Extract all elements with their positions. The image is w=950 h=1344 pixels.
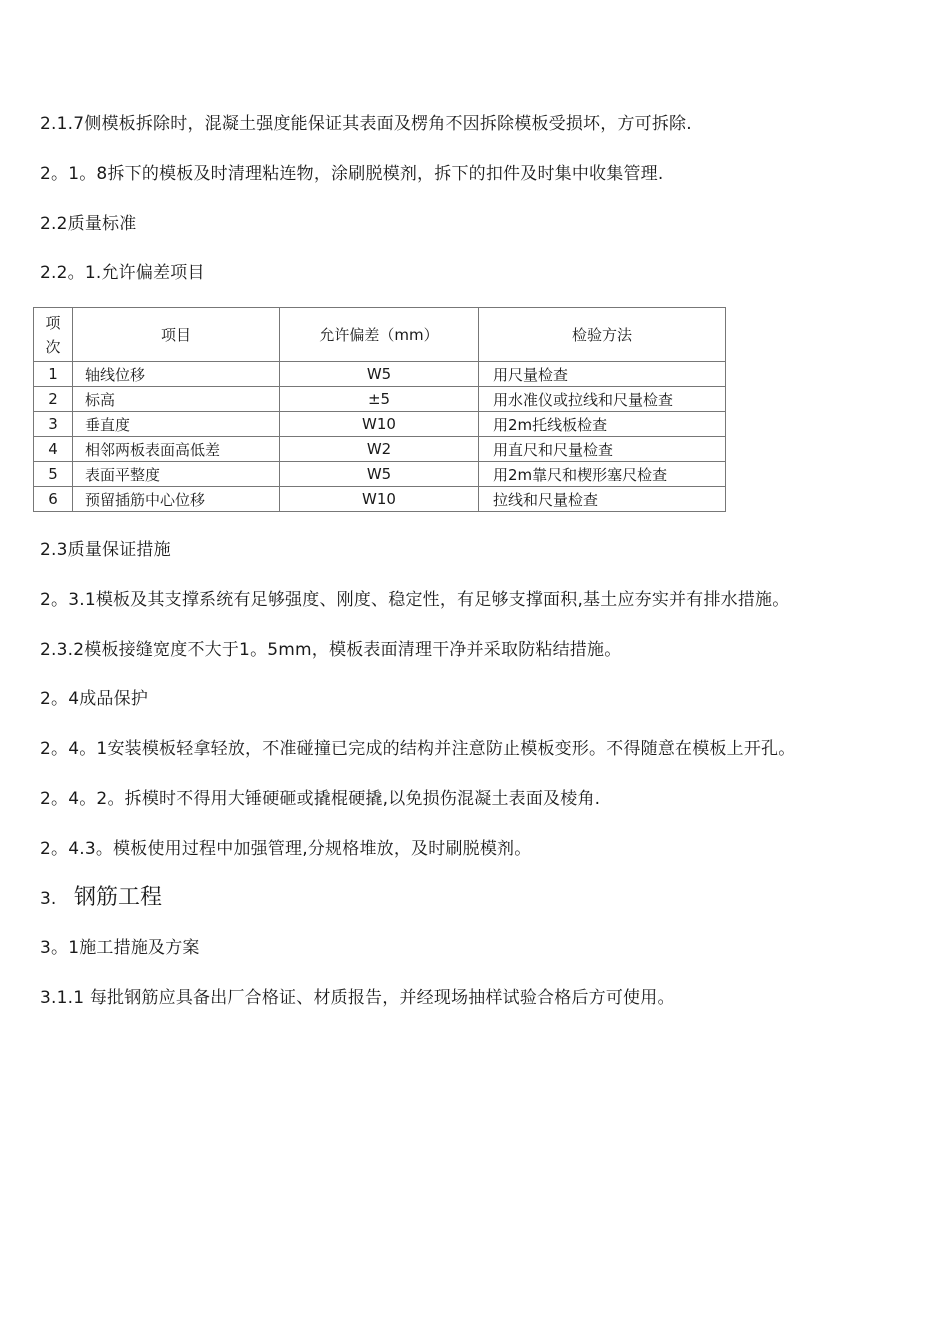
header-method: 检验方法 bbox=[479, 308, 726, 362]
cell-item: 表面平整度 bbox=[73, 462, 280, 487]
cell-item: 预留插筋中心位移 bbox=[73, 487, 280, 512]
section-heading-2-2: 2.2质量标准 bbox=[40, 214, 137, 234]
table-row bbox=[34, 412, 726, 437]
table-row bbox=[34, 462, 726, 487]
table-row bbox=[34, 387, 726, 412]
chapter-title: 钢筋工程 bbox=[74, 885, 163, 910]
cell-method: 用直尺和尺量检查 bbox=[479, 437, 726, 462]
section-heading-3-1: 3。1施工措施及方案 bbox=[40, 938, 200, 958]
paragraph-2-1-8: 2。1。8拆下的模板及时清理粘连物，涂刷脱模剂，拆下的扣件及时集中收集管理. bbox=[40, 164, 664, 184]
cell-item: 轴线位移 bbox=[73, 362, 280, 387]
section-heading-2-4: 2。4成品保护 bbox=[40, 689, 149, 709]
section-heading-2-2-1: 2.2。1.允许偏差项目 bbox=[40, 263, 205, 283]
cell-item: 相邻两板表面高低差 bbox=[73, 437, 280, 462]
cell-no: 6 bbox=[34, 487, 73, 512]
paragraph-2-3-1: 2。3.1模板及其支撑系统有足够强度、刚度、稳定性，有足够支撑面积,基土应夯实并有排水措施。 bbox=[40, 590, 790, 610]
header-tolerance: 允许偏差（mm） bbox=[280, 308, 479, 362]
chapter-number: 3. bbox=[40, 889, 57, 909]
cell-method: 拉线和尺量检查 bbox=[479, 487, 726, 512]
cell-no: 5 bbox=[34, 462, 73, 487]
section-heading-2-3: 2.3质量保证措施 bbox=[40, 540, 171, 560]
cell-method: 用2m靠尺和楔形塞尺检查 bbox=[479, 462, 726, 487]
paragraph-2-4-2: 2。4。2。拆模时不得用大锤硬砸或撬棍硬撬,以免损伤混凝土表面及棱角. bbox=[40, 789, 601, 809]
cell-tolerance: ±5 bbox=[280, 387, 479, 412]
paragraph-2-4-1: 2。4。1安装模板轻拿轻放，不准碰撞已完成的结构并注意防止模板变形。不得随意在模板上开孔。 bbox=[40, 739, 796, 759]
cell-tolerance: W5 bbox=[280, 462, 479, 487]
cell-no: 2 bbox=[34, 387, 73, 412]
cell-method: 用尺量检查 bbox=[479, 362, 726, 387]
table-header-row bbox=[34, 308, 726, 362]
cell-no: 4 bbox=[34, 437, 73, 462]
paragraph-2-1-7: 2.1.7侧模板拆除时，混凝土强度能保证其表面及楞角不因拆除模板受损坏，方可拆除. bbox=[40, 114, 692, 134]
header-item-number: 项 次 bbox=[34, 308, 73, 362]
cell-tolerance: W2 bbox=[280, 437, 479, 462]
cell-method: 用水准仪或拉线和尺量检查 bbox=[479, 387, 726, 412]
table-row bbox=[34, 437, 726, 462]
header-item: 项目 bbox=[73, 308, 280, 362]
cell-no: 3 bbox=[34, 412, 73, 437]
paragraph-3-1-1: 3.1.1 每批钢筋应具备出厂合格证、材质报告，并经现场抽样试验合格后方可使用。 bbox=[40, 988, 675, 1008]
cell-item: 垂直度 bbox=[73, 412, 280, 437]
chapter-heading-3 bbox=[40, 884, 162, 913]
cell-method: 用2m托线板检查 bbox=[479, 412, 726, 437]
table-row bbox=[34, 362, 726, 387]
tolerance-table bbox=[33, 307, 726, 512]
cell-item: 标高 bbox=[73, 387, 280, 412]
cell-tolerance: W10 bbox=[280, 487, 479, 512]
cell-no: 1 bbox=[34, 362, 73, 387]
paragraph-2-3-2: 2.3.2模板接缝宽度不大于1。5mm，模板表面清理干净并采取防粘结措施。 bbox=[40, 640, 622, 660]
cell-tolerance: W5 bbox=[280, 362, 479, 387]
table-row bbox=[34, 487, 726, 512]
cell-tolerance: W10 bbox=[280, 412, 479, 437]
paragraph-2-4-3: 2。4.3。模板使用过程中加强管理,分规格堆放，及时刷脱模剂。 bbox=[40, 839, 532, 859]
